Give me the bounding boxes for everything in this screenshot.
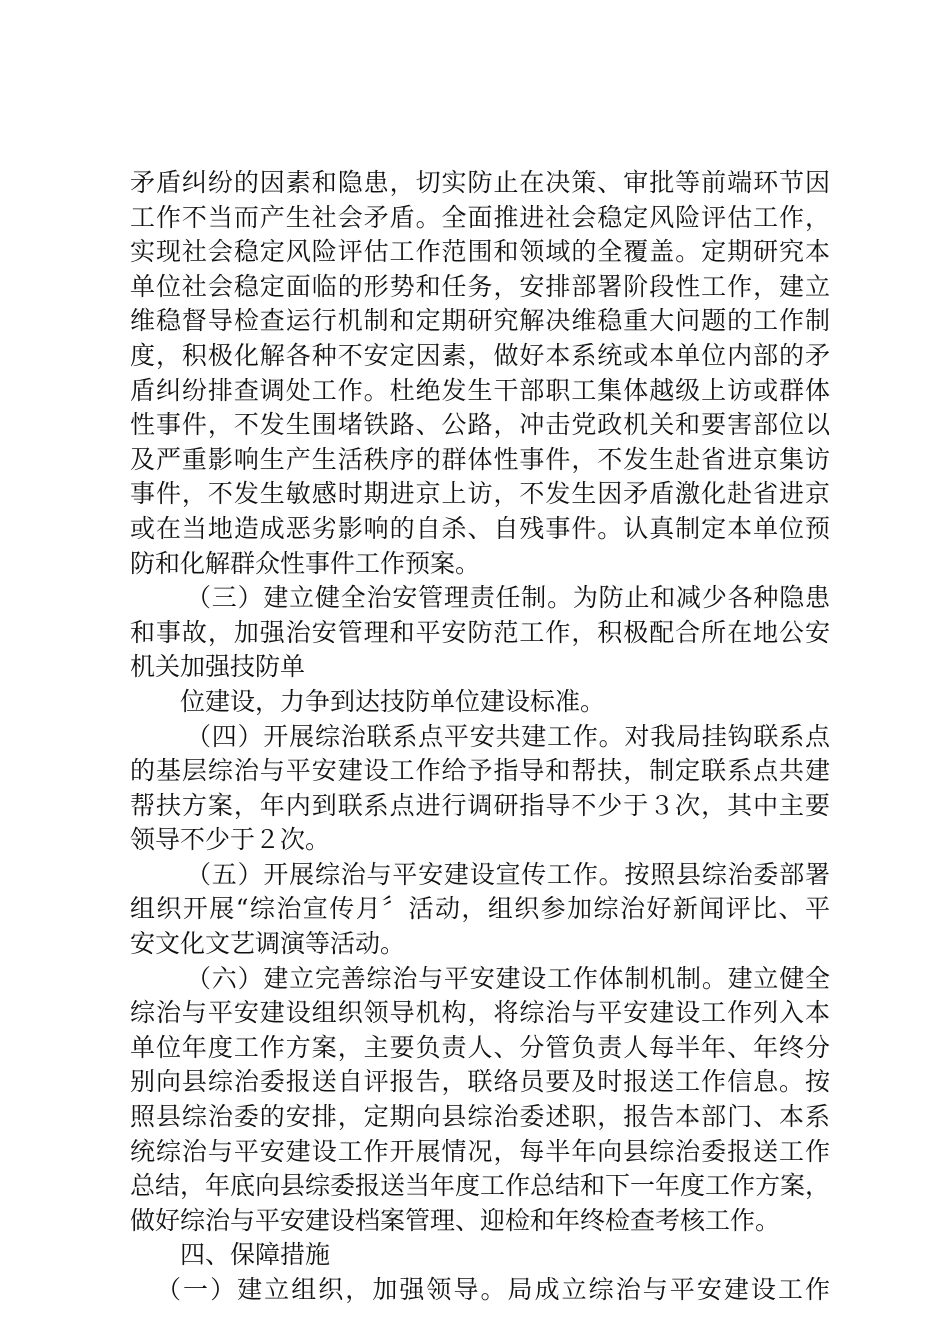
document-body [130,166,830,1308]
text-line: 机关加强技防单 [130,652,306,682]
text-line: 单位社会稳定面临的形势和任务，安排部署阶段性工作，建立 [130,271,830,301]
section-heading-4: （四）开展综治联系点平安共建工作。对我局挂钩联系点 [186,721,830,751]
text-line: 照县综治委的安排，定期向县综治委述职，报告本部门、本系 [130,1102,830,1132]
text-line: 及严重影响生产生活秩序的群体性事件，不发生赴省进京集访 [130,444,830,474]
text-line: 位建设，力争到达技防单位建设标准。 [180,686,606,716]
text-line: 综治与平安建设组织领导机构，将综治与平安建设工作列入本 [130,998,830,1028]
text-line: 度，积极化解各种不安定因素，做好本系统或本单位内部的矛 [130,340,830,370]
text-line: 矛盾纠纷的因素和隐患，切实防止在决策、审批等前端环节因 [130,168,830,197]
section-heading-four: 四、保障措施 [180,1240,331,1270]
text-line: 防和化解群众性事件工作预案。 [130,548,481,578]
text-line: 实现社会稳定风险评估工作范围和领域的全覆盖。定期研究本 [130,237,830,267]
text-line: 工作不当而产生社会矛盾。全面推进社会稳定风险评估工作， [130,202,830,232]
text-line: 的基层综治与平安建设工作给予指导和帮扶，制定联系点共建 [130,756,830,786]
text-line: 盾纠纷排查调处工作。杜绝发生干部职工集体越级上访或群体 [130,375,830,405]
text-line: 帮扶方案，年内到联系点进行调研指导不少于３次，其中主要 [130,790,830,820]
section-heading-6: （六）建立完善综治与平安建设工作体制机制。建立健全 [186,963,830,993]
text-line: 性事件，不发生围堵铁路、公路，冲击党政机关和要害部位以 [130,410,830,440]
section-heading-3: （三）建立健全治安管理责任制。为防止和减少各种隐患 [186,583,830,613]
text-line: 或在当地造成恶劣影响的自杀、自残事件。认真制定本单位预 [130,513,830,543]
text-line: 和事故，加强治安管理和平安防范工作，积极配合所在地公安 [130,617,830,647]
text-line: 别向县综治委报送自评报告，联络员要及时报送工作信息。按 [130,1067,830,1097]
section-heading-1: （一）建立组织，加强领导。局成立综治与平安建设工作 [156,1275,830,1304]
text-line: 做好综治与平安建设档案管理、迎检和年终检查考核工作。 [130,1205,781,1235]
section-heading-5: （五）开展综治与平安建设宣传工作。按照县综治委部署 [186,859,830,889]
text-line: 维稳督导检查运行机制和定期研究解决维稳重大问题的工作制 [130,306,830,336]
text-line: 组织开展“综治宣传月〞活动，组织参加综治好新闻评比、平 [130,894,830,924]
text-line: 总结，年底向县综委报送当年度工作总结和下一年度工作方案， [130,1171,831,1201]
text-line: 单位年度工作方案，主要负责人、分管负责人每半年、年终分 [130,1032,830,1062]
text-line: 统综治与平安建设工作开展情况，每半年向县综治委报送工作 [130,1136,830,1166]
text-line: 领导不少于２次。 [130,825,331,855]
text-line: 安文化文艺调演等活动。 [130,929,406,959]
text-line: 事件，不发生敏感时期进京上访，不发生因矛盾激化赴省进京 [130,479,830,509]
